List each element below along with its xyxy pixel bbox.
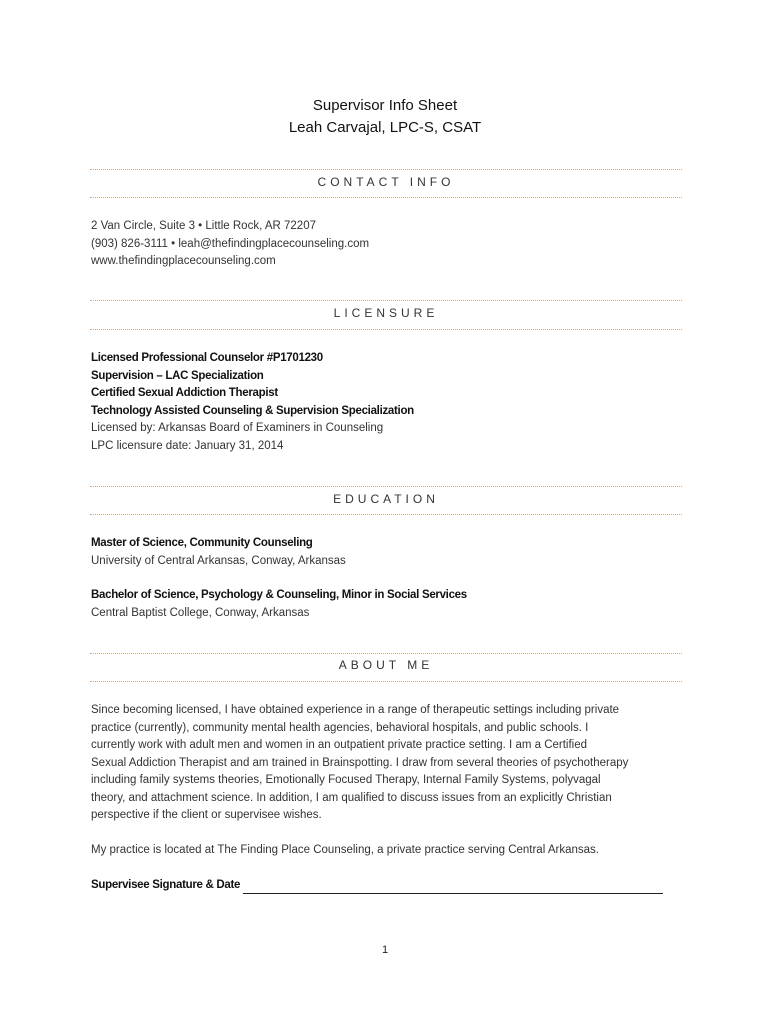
section-divider-top (90, 169, 682, 170)
about-heading: ABOUT ME (338, 658, 434, 672)
signature-row (91, 877, 663, 894)
about-line: theory, and attachment science. In addition, I am qualified to discuss issues from an explicitly Christian (91, 791, 612, 804)
about-line: practice (currently), community mental health agencies, behavioral hospitals, and public schools. I (91, 721, 589, 734)
about-line: currently work with adult men and women in an outpatient private practice setting. I am a Certified (91, 739, 588, 751)
licensed-by: Licensed by: Arkansas Board of Examiners in Counseling (91, 422, 384, 434)
contact-heading: CONTACT INFO (317, 175, 455, 189)
about-paragraph (91, 702, 691, 825)
document-header (0, 95, 770, 139)
licensure-item: Certified Sexual Addiction Therapist (91, 387, 278, 399)
signature-line[interactable] (243, 878, 663, 894)
section-divider-bottom (90, 329, 682, 330)
licensure-item: Supervision – LAC Specialization (91, 369, 264, 382)
degree-school: Central Baptist College, Conway, Arkansas (91, 606, 310, 619)
contact-phone-email: (903) 826-3111 • leah@thefindingplacecounseling.com (91, 237, 370, 250)
contact-website: www.thefindingplacecounseling.com (91, 255, 276, 267)
about-line: perspective if the client or supervisee wishes. (91, 809, 322, 821)
education-degree-1 (91, 535, 691, 570)
licensure-item: Licensed Professional Counselor #P1701230 (91, 352, 323, 364)
signature-label: Supervisee Signature & Date (91, 879, 241, 891)
document-title: Supervisor Info Sheet (312, 97, 458, 114)
practice-paragraph: My practice is located at The Finding Place Counseling, a private practice serving Central Arkansas. (91, 844, 599, 856)
about-line: including family systems theories, Emotionally Focused Therapy, Internal Family Systems, polyvagal (91, 774, 601, 786)
licensure-heading: LICENSURE (333, 306, 439, 320)
about-line: Since becoming licensed, I have obtained experience in a range of therapeutic settings including private (91, 704, 620, 716)
degree-title: Bachelor of Science, Psychology & Counseling, Minor in Social Services (91, 589, 467, 601)
licensure-block (91, 350, 691, 455)
degree-school: University of Central Arkansas, Conway, Arkansas (91, 554, 346, 567)
contact-block (91, 218, 691, 271)
section-divider-bottom (90, 197, 682, 198)
supervisor-name: Leah Carvajal, LPC-S, CSAT (288, 119, 482, 136)
section-divider-bottom (90, 514, 682, 515)
education-heading: EDUCATION (333, 492, 439, 506)
section-divider-bottom (90, 681, 682, 682)
licensure-date: LPC licensure date: January 31, 2014 (91, 439, 284, 452)
contact-address: 2 Van Circle, Suite 3 • Little Rock, AR 72207 (91, 220, 316, 232)
section-divider-top (90, 486, 682, 487)
page-number: 1 (381, 944, 389, 956)
section-divider-top (90, 300, 682, 301)
licensure-item: Technology Assisted Counseling & Supervision Specialization (91, 404, 414, 417)
about-line: Sexual Addiction Therapist and am trained in Brainspotting. I draw from several theories of psychotherapy (91, 756, 629, 769)
education-degree-2 (91, 587, 691, 622)
section-divider-top (90, 653, 682, 654)
degree-title: Master of Science, Community Counseling (91, 537, 313, 549)
